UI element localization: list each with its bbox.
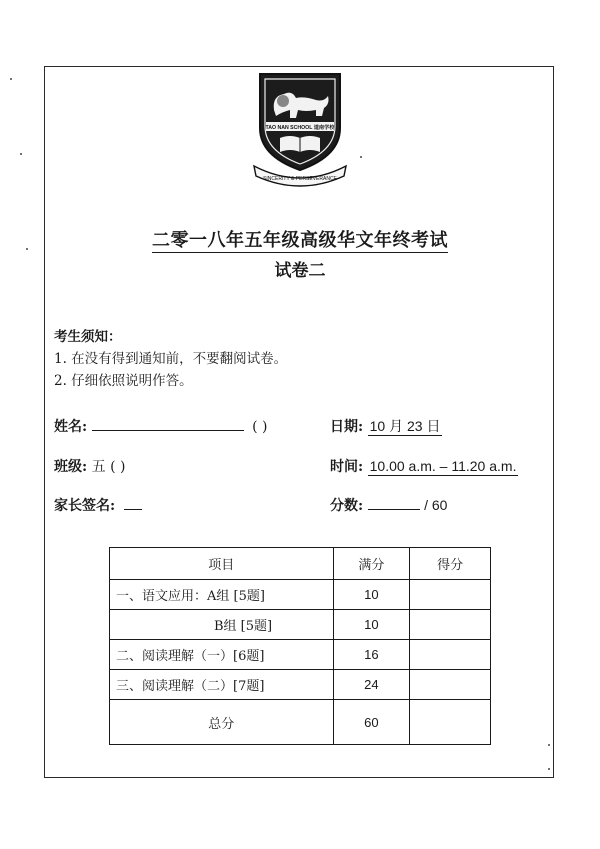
score-cell[interactable] — [410, 580, 491, 610]
instructions-heading: 考生须知： — [54, 329, 122, 345]
instruction-item: 1. 在没有得到通知前，不要翻阅试卷。 — [54, 351, 288, 367]
parent-signature-field — [54, 495, 142, 515]
column-header: 得分 — [410, 548, 491, 580]
class-label: 班级: — [54, 459, 88, 475]
time-value: 10.00 a.m. – 11.20 a.m. — [369, 458, 517, 474]
paper-label: 试卷二 — [274, 261, 326, 281]
full-marks-cell: 16 — [333, 640, 410, 670]
exam-title: 二零一八年五年级高级华文年终考试 — [152, 230, 448, 251]
full-marks-cell: 10 — [333, 580, 410, 610]
scan-speck — [10, 78, 12, 80]
column-header: 满分 — [333, 548, 410, 580]
crest-motto: SINCERITY & PERSEVERANCE — [263, 176, 337, 182]
scan-speck — [548, 768, 550, 770]
table-row — [110, 640, 491, 670]
table-row — [110, 580, 491, 610]
date-field — [330, 416, 442, 436]
total-row — [110, 700, 491, 745]
table-row — [110, 610, 491, 640]
score-cell[interactable] — [410, 670, 491, 700]
class-value: 五 ( ) — [91, 459, 126, 475]
item-cell: 三、阅读理解（二）[7题] — [110, 670, 334, 700]
time-field — [330, 456, 518, 476]
svg-text:TAO NAN SCHOOL 道南学校: TAO NAN SCHOOL 道南学校 — [265, 125, 335, 131]
school-crest-logo — [252, 70, 348, 188]
scan-speck — [548, 744, 550, 746]
item-cell: 二、阅读理解（一）[6题] — [110, 640, 334, 670]
item-cell: B组 [5题] — [110, 610, 334, 640]
name-blank[interactable] — [92, 416, 244, 431]
score-total: / 60 — [424, 497, 448, 513]
total-label-cell: 总分 — [110, 700, 334, 745]
date-value: 10 月 23 日 — [369, 418, 441, 434]
score-field — [330, 495, 447, 515]
name-field — [54, 416, 267, 436]
instructions — [54, 326, 287, 392]
table-header-row — [110, 548, 491, 580]
date-label: 日期: — [330, 419, 364, 435]
score-table — [109, 547, 491, 745]
item-cell: 一、语文应用：A组 [5题] — [110, 580, 334, 610]
name-label: 姓名: — [54, 419, 88, 435]
register-number-parens: ( ) — [252, 419, 268, 435]
time-label: 时间: — [330, 459, 364, 475]
score-cell[interactable] — [410, 610, 491, 640]
scan-speck — [360, 156, 362, 158]
score-blank[interactable] — [368, 495, 420, 510]
parent-signature-label: 家长签名: — [54, 498, 116, 514]
column-header: 项目 — [110, 548, 334, 580]
score-cell[interactable] — [410, 640, 491, 670]
instruction-item: 2. 仔细依照说明作答。 — [54, 373, 193, 389]
score-label: 分数: — [330, 498, 364, 514]
full-marks-cell: 24 — [333, 670, 410, 700]
parent-signature-blank[interactable] — [124, 495, 142, 510]
class-field — [54, 456, 125, 476]
scan-speck — [20, 153, 22, 155]
scan-speck — [26, 248, 28, 250]
total-score-cell[interactable] — [410, 700, 491, 745]
full-marks-cell: 10 — [333, 610, 410, 640]
total-full-marks-cell: 60 — [333, 700, 410, 745]
table-row — [110, 670, 491, 700]
